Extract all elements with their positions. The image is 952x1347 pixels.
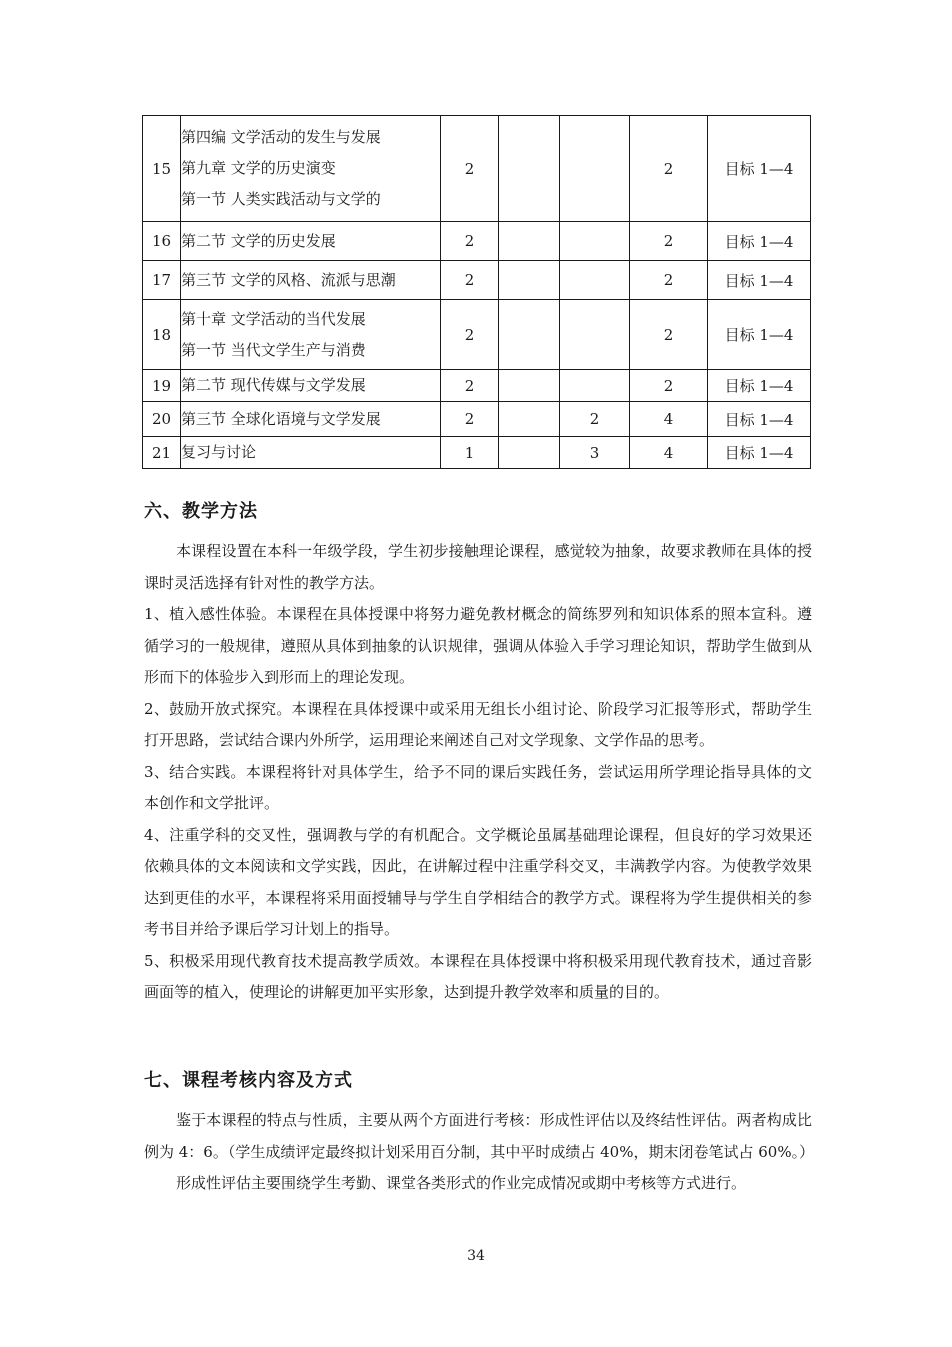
lecture-hours-cell: 2	[441, 300, 499, 370]
schedule-row	[143, 437, 811, 469]
practice-hours-cell	[560, 116, 630, 222]
method-item-5: 5、积极采用现代教育技术提高教学质效。本课程在具体授课中将积极采用现代教育技术，通过音影画面等的植入，使理论的讲解更加平实形象，达到提升教学效率和质量的目的。	[144, 951, 812, 1001]
lecture-hours-cell: 2	[441, 222, 499, 261]
teaching-content-cell	[181, 437, 441, 469]
week-number-cell: 17	[143, 261, 181, 300]
week-number-cell: 19	[143, 370, 181, 402]
total-hours-cell: 2	[630, 370, 708, 402]
section-6-heading: 六、教学方法	[144, 501, 258, 522]
course-schedule-table	[142, 115, 811, 469]
assessment-paragraph-1: 鉴于本课程的特点与性质，主要从两个方面进行考核：形成性评估以及终结性评估。两者构成比例为 4：6。（学生成绩评定最终拟计划采用百分制，其中平时成绩占 40%，期末闭卷笔试占 60%。）	[144, 1111, 815, 1161]
total-hours-cell: 2	[630, 222, 708, 261]
schedule-row	[143, 370, 811, 402]
content-line: 第一节 人类实践活动与文学的	[181, 190, 381, 208]
total-hours-cell: 2	[630, 116, 708, 222]
week-number-cell: 21	[143, 437, 181, 469]
practice-hours-cell: 2	[560, 402, 630, 437]
practice-hours-cell	[560, 261, 630, 300]
teaching-content-cell	[181, 261, 441, 300]
content-line: 第一节 当代文学生产与消费	[181, 340, 366, 359]
content-line: 第四编 文学活动的发生与发展	[181, 128, 381, 146]
lecture-hours-cell: 2	[441, 370, 499, 402]
content-line: 第九章 文学的历史演变	[181, 159, 336, 177]
content-line: 第三节 文学的风格、流派与思潮	[181, 270, 396, 289]
objective-cell: 目标 1—4	[708, 370, 811, 402]
total-hours-cell: 2	[630, 300, 708, 370]
hours-cell	[499, 402, 560, 437]
section-6-intro: 本课程设置在本科一年级学段，学生初步接触理论课程，感觉较为抽象，故要求教师在具体的授课时灵活选择有针对性的教学方法。	[144, 542, 812, 592]
schedule-row	[143, 300, 811, 370]
method-item-2: 2、鼓励开放式探究。本课程在具体授课中或采用无组长小组讨论、阶段学习汇报等形式，帮助学生打开思路，尝试结合课内外所学，运用理论来阐述自己对文学现象、文学作品的思考。	[144, 699, 812, 749]
content-line: 复习与讨论	[181, 443, 257, 461]
total-hours-cell: 4	[630, 437, 708, 469]
schedule-row	[143, 222, 811, 261]
total-hours-cell: 2	[630, 261, 708, 300]
objective-cell: 目标 1—4	[708, 402, 811, 437]
schedule-row	[143, 116, 811, 222]
method-item-1: 1、植入感性体验。本课程在具体授课中将努力避免教材概念的简练罗列和知识体系的照本宣科。遵循学习的一般规律，遵照从具体到抽象的认识规律，强调从体验入手学习理论知识，帮助学生做到从形而下的体验步入到形而上的理论发现。	[144, 605, 812, 686]
objective-cell: 目标 1—4	[708, 222, 811, 261]
week-number-cell: 15	[143, 116, 181, 222]
hours-cell	[499, 370, 560, 402]
schedule-row	[143, 261, 811, 300]
hours-cell	[499, 222, 560, 261]
teaching-content-cell	[181, 402, 441, 437]
week-number-cell: 20	[143, 402, 181, 437]
method-item-4: 4、注重学科的交叉性，强调教与学的有机配合。文学概论虽属基础理论课程，但良好的学习效果还依赖具体的文本阅读和文学实践，因此，在讲解过程中注重学科交叉，丰满教学内容。为使教学效果达到更佳的水平，本课程将采用面授辅导与学生自学相结合的教学方式。课程将为学生提供相关的参考书目并给予课后学习计划上的指导。	[144, 825, 812, 938]
practice-hours-cell	[560, 300, 630, 370]
hours-cell	[499, 300, 560, 370]
teaching-content-cell	[181, 222, 441, 261]
week-number-cell: 16	[143, 222, 181, 261]
section-7-heading: 七、课程考核内容及方式	[144, 1070, 353, 1091]
section-6-body	[144, 536, 812, 1009]
teaching-content-cell	[181, 116, 441, 222]
page-number: 34	[467, 1248, 485, 1264]
practice-hours-cell: 3	[560, 437, 630, 469]
content-line: 第三节 全球化语境与文学发展	[181, 409, 381, 428]
lecture-hours-cell: 2	[441, 261, 499, 300]
objective-cell: 目标 1—4	[708, 300, 811, 370]
week-number-cell: 18	[143, 300, 181, 370]
schedule-row	[143, 402, 811, 437]
hours-cell	[499, 116, 560, 222]
content-line: 第二节 文学的历史发展	[181, 231, 336, 250]
objective-cell: 目标 1—4	[708, 437, 811, 469]
content-line: 第二节 现代传媒与文学发展	[181, 376, 366, 394]
content-line: 第十章 文学活动的当代发展	[181, 309, 366, 328]
hours-cell	[499, 437, 560, 469]
hours-cell	[499, 261, 560, 300]
teaching-content-cell	[181, 370, 441, 402]
schedule-table-body	[143, 116, 811, 469]
section-7-body	[144, 1105, 815, 1200]
lecture-hours-cell: 2	[441, 402, 499, 437]
teaching-content-cell	[181, 300, 441, 370]
objective-cell: 目标 1—4	[708, 116, 811, 222]
assessment-paragraph-2: 形成性评估主要围绕学生考勤、课堂各类形式的作业完成情况或期中考核等方式进行。	[176, 1174, 747, 1192]
lecture-hours-cell: 1	[441, 437, 499, 469]
practice-hours-cell	[560, 222, 630, 261]
objective-cell: 目标 1—4	[708, 261, 811, 300]
total-hours-cell: 4	[630, 402, 708, 437]
lecture-hours-cell: 2	[441, 116, 499, 222]
practice-hours-cell	[560, 370, 630, 402]
method-item-3: 3、结合实践。本课程将针对具体学生，给予不同的课后实践任务，尝试运用所学理论指导具体的文本创作和文学批评。	[144, 762, 812, 812]
